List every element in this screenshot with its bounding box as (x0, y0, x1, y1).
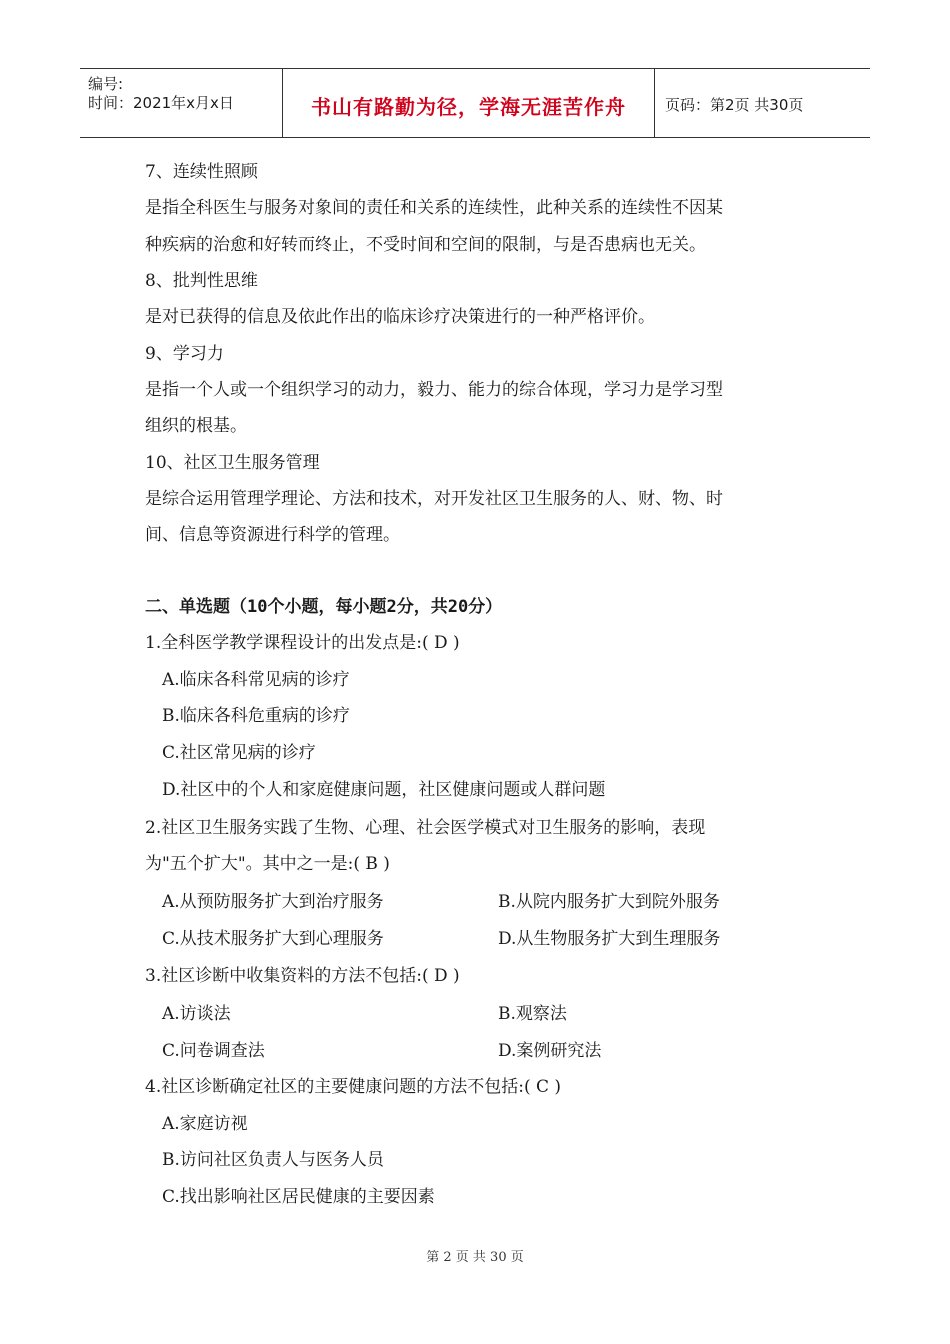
term-text: 组织的根基。 (145, 416, 247, 436)
option: B.临床各科危重病的诊疗 (162, 706, 350, 726)
header-right-cell (655, 69, 870, 137)
option: D.从生物服务扩大到生理服务 (498, 929, 721, 949)
question-stem: 2.社区卫生服务实践了生物、心理、社会医学模式对卫生服务的影响，表现 (145, 818, 706, 838)
question-stem: 3.社区诊断中收集资料的方法不包括:( D ) (145, 966, 460, 986)
option: A.临床各科常见病的诊疗 (162, 670, 350, 690)
term-text: 种疾病的治愈和好转而终止，不受时间和空间的限制，与是否患病也无关。 (145, 235, 706, 255)
term-text: 是指全科医生与服务对象间的责任和关系的连续性，此种关系的连续性不因某 (145, 198, 723, 218)
term-title: 7、连续性照顾 (145, 162, 258, 182)
time-label: 时间：2021年x月x日 (88, 94, 234, 112)
option: A.访谈法 (162, 1004, 231, 1024)
term-title: 10、社区卫生服务管理 (145, 453, 320, 473)
option: A.从预防服务扩大到治疗服务 (162, 892, 384, 912)
option: B.访问社区负责人与医务人员 (162, 1150, 384, 1170)
option: A.家庭访视 (162, 1114, 248, 1134)
term-title: 9、学习力 (145, 344, 224, 364)
term-title: 8、批判性思维 (145, 271, 258, 291)
page-header (80, 68, 870, 138)
term-text: 是综合运用管理学理论、方法和技术，对开发社区卫生服务的人、财、物、时 (145, 489, 723, 509)
header-left-cell (80, 69, 283, 137)
option: B.从院内服务扩大到院外服务 (498, 892, 720, 912)
question-stem: 4.社区诊断确定社区的主要健康问题的方法不包括:( C ) (145, 1077, 562, 1097)
page-footer: 第 2 页 共 30 页 (426, 1250, 524, 1265)
option: C.找出影响社区居民健康的主要因素 (162, 1187, 435, 1207)
option: C.从技术服务扩大到心理服务 (162, 929, 384, 949)
question-stem: 为"五个扩大"。其中之一是:( B ) (145, 854, 390, 874)
number-label: 编号: (88, 75, 124, 93)
term-text: 间、信息等资源进行科学的管理。 (145, 525, 400, 545)
term-text: 是对已获得的信息及依此作出的临床诊疗决策进行的一种严格评价。 (145, 307, 655, 327)
header-middle-cell (283, 69, 655, 137)
option: D.社区中的个人和家庭健康问题，社区健康问题或人群问题 (162, 780, 606, 800)
question-stem: 1.全科医学教学课程设计的出发点是:( D ) (145, 633, 460, 653)
header-motto: 书山有路勤为径，学海无涯苦作舟 (311, 95, 626, 119)
term-text: 是指一个人或一个组织学习的动力，毅力、能力的综合体现，学习力是学习型 (145, 380, 723, 400)
page-info: 页码：第2页 共30页 (665, 96, 804, 114)
section-title: 二、单选题（10个小题，每小题2分，共20分） (145, 597, 503, 617)
option: C.社区常见病的诊疗 (162, 743, 316, 763)
option: B.观察法 (498, 1004, 567, 1024)
option: C.问卷调查法 (162, 1041, 265, 1061)
option: D.案例研究法 (498, 1041, 602, 1061)
